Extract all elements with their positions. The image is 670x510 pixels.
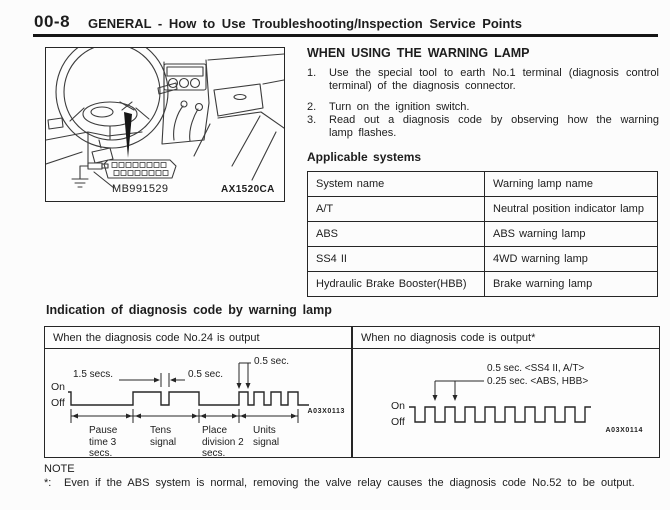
warning-lamp-section: [307, 46, 659, 297]
indication-heading: Indication of diagnosis code by warning lamp: [46, 303, 332, 317]
header-rule: [33, 34, 658, 37]
table-row: [308, 272, 658, 297]
note-item: [44, 477, 644, 490]
climate-knob: [180, 79, 189, 88]
applicable-systems-table: [307, 171, 658, 297]
list-item: [307, 101, 659, 114]
page-number: 00-8: [34, 12, 71, 31]
table-row: [308, 247, 658, 272]
steering-wheel-rim: [56, 48, 168, 148]
table-cell: SS4 II: [308, 247, 485, 272]
list-number: 2.: [307, 101, 317, 113]
segment-label-pause: Pause time 3 secs.: [89, 425, 118, 459]
column-header: When the diagnosis code No.24 is output: [53, 332, 260, 344]
special-tool: [88, 163, 102, 169]
segment-label-units: Units signal: [253, 425, 280, 448]
table-row: [308, 222, 658, 247]
shift-lever: [174, 106, 183, 140]
connector-pins: [112, 163, 168, 176]
table-cell: Hydraulic Brake Booster(HBB): [308, 272, 485, 297]
list-item: [307, 67, 659, 93]
climate-knob: [191, 79, 200, 88]
off-label: Off: [391, 416, 405, 428]
list-number: 1.: [307, 67, 317, 79]
table-cell: Neutral position indicator lamp: [485, 197, 658, 222]
dashboard-illustration: [46, 48, 284, 201]
list-item: [307, 114, 659, 140]
table-row: [308, 197, 658, 222]
annotation-units-duration: 0.5 sec.: [254, 356, 290, 367]
table-header-row: [308, 172, 658, 197]
subsection-heading: Applicable systems: [307, 150, 422, 164]
shift-lever: [190, 109, 198, 141]
note-text: Even if the ABS system is normal, removing the valve relay causes the diagnosis code No.52 to be output.: [64, 477, 635, 489]
label-pointer-line: [94, 172, 114, 188]
waveform-nocode-cell: [353, 350, 658, 455]
annotation-abs-hbb: 0.25 sec. <ABS, HBB>: [487, 376, 589, 387]
dashboard-figure: [45, 47, 285, 202]
note-marker: *:: [44, 477, 52, 489]
table-cell: Brake warning lamp: [485, 272, 658, 297]
page-title: GENERAL - How to Use Troubleshooting/Inspection Service Points: [88, 16, 522, 31]
arrow-marker: [124, 112, 132, 158]
dimension-arrowheads: [433, 395, 458, 401]
list-text: Use the special tool to earth No.1 terminal (diagnosis control terminal) of the diagnosis connector.: [329, 67, 659, 92]
signal-trace: [409, 407, 591, 422]
signal-trace: [68, 392, 309, 405]
ground-symbol: [72, 179, 88, 187]
waveform-code24-cell: [45, 350, 351, 459]
dimension-arrowheads: [72, 378, 297, 419]
section-heading: WHEN USING THE WARNING LAMP: [307, 46, 530, 60]
table-cell: A/T: [308, 197, 485, 222]
table-cell: ABS: [308, 222, 485, 247]
table-cell: ABS warning lamp: [485, 222, 658, 247]
note-block: [44, 463, 644, 490]
waveform-figure-id: A03X0113: [307, 408, 345, 415]
connector-location-mark: [120, 102, 134, 110]
list-text: Read out a diagnosis code by observing how the warning lamp flashes.: [329, 114, 659, 139]
column-header: When no diagnosis code is output*: [361, 332, 536, 344]
column-header: System name: [308, 172, 485, 197]
dimension-lines: [435, 381, 484, 400]
segment-label-tens: Tens signal: [150, 425, 177, 448]
segment-label-place: Place division 2 secs.: [202, 425, 244, 459]
waveform-figure-id: A03X0114: [605, 427, 643, 434]
list-text: Turn on the ignition switch.: [329, 101, 470, 113]
pedal: [92, 148, 113, 163]
annotation-gap-duration: 0.5 sec.: [188, 369, 224, 380]
column-header: Warning lamp name: [485, 172, 658, 197]
on-label: On: [51, 381, 66, 393]
diagnosis-code-table: [44, 326, 660, 458]
list-number: 3.: [307, 114, 317, 126]
tool-label: MB991529: [112, 183, 169, 195]
figure-id: AX1520CA: [221, 184, 275, 195]
on-label: On: [391, 400, 406, 412]
annotation-tens-duration: 1.5 secs.: [73, 369, 114, 380]
off-label: Off: [51, 397, 65, 409]
annotation-ss4-at: 0.5 sec. <SS4 II, A/T>: [487, 363, 585, 374]
note-heading: NOTE: [44, 463, 75, 475]
table-cell: 4WD warning lamp: [485, 247, 658, 272]
